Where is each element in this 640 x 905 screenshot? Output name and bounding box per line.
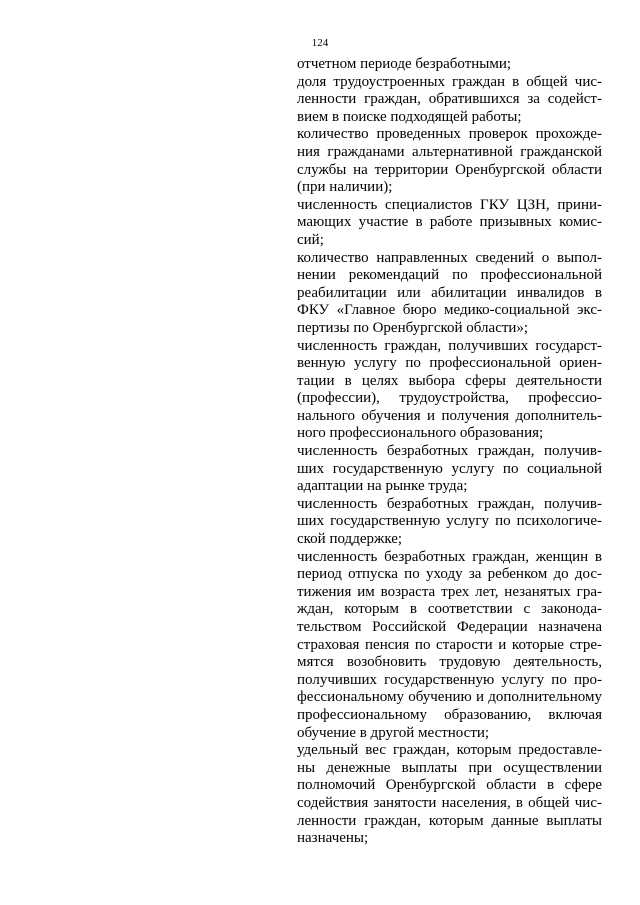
paragraph-rehabilitation-reports: количество направленных сведений о выполнении рекомендаций по профессиональной реабилитации или абилитации инвалидов в ФКУ «Главное бюро медико-социальной экспертизы по Оренбургской области»; bbox=[297, 249, 602, 336]
page-number: 124 bbox=[311, 37, 329, 49]
paragraph-specialists-count: численность специалистов ГКУ ЦЗН, принимающих участие в работе призывных комиссий; bbox=[297, 196, 602, 248]
document-body bbox=[297, 56, 602, 848]
paragraph-payments-share: удельный вес граждан, которым предоставлены денежные выплаты при осуществлении полномочий Оренбургской области в сфере содействия занятости населения, в общей численности граждан, которым данные выплаты назначены; bbox=[297, 742, 602, 847]
paragraph-psychological-support: численность безработных граждан, получивших государственную услугу по психологической поддержке; bbox=[297, 495, 602, 548]
paragraph-reporting-period: отчетном периоде безработными; bbox=[297, 56, 512, 72]
paragraph-social-adaptation: численность безработных граждан, получивших государственную услугу по социальной адаптации на рынке труда; bbox=[297, 443, 602, 495]
paragraph-vocational-training: численность безработных граждан, женщин в период отпуска по уходу за ребенком до достижения им возраста трех лет, незанятых граждан, которым в соответствии с законодательством Российской Федерации назначена страховая пенсия по старости и которые стремятся возобновить трудовую деятельность, получивших государственную услугу по профессиональному обучению и дополнительному профессиональному образованию, включая обучение в другой местности; bbox=[297, 548, 602, 741]
paragraph-employed-share: доля трудоустроенных граждан в общей численности граждан, обратившихся за содействием в поиске подходящей работы; bbox=[297, 73, 602, 125]
paragraph-career-guidance: численность граждан, получивших государственную услугу по профессиональной ориентации в целях выбора сферы деятельности (профессии), трудоустройства, профессионального обучения и получения дополнительного профессионального образования; bbox=[297, 337, 602, 442]
paragraph-alternative-service-checks: количество проведенных проверок прохождения гражданами альтернативной гражданской службы на территории Оренбургской области (при наличии); bbox=[297, 126, 602, 196]
